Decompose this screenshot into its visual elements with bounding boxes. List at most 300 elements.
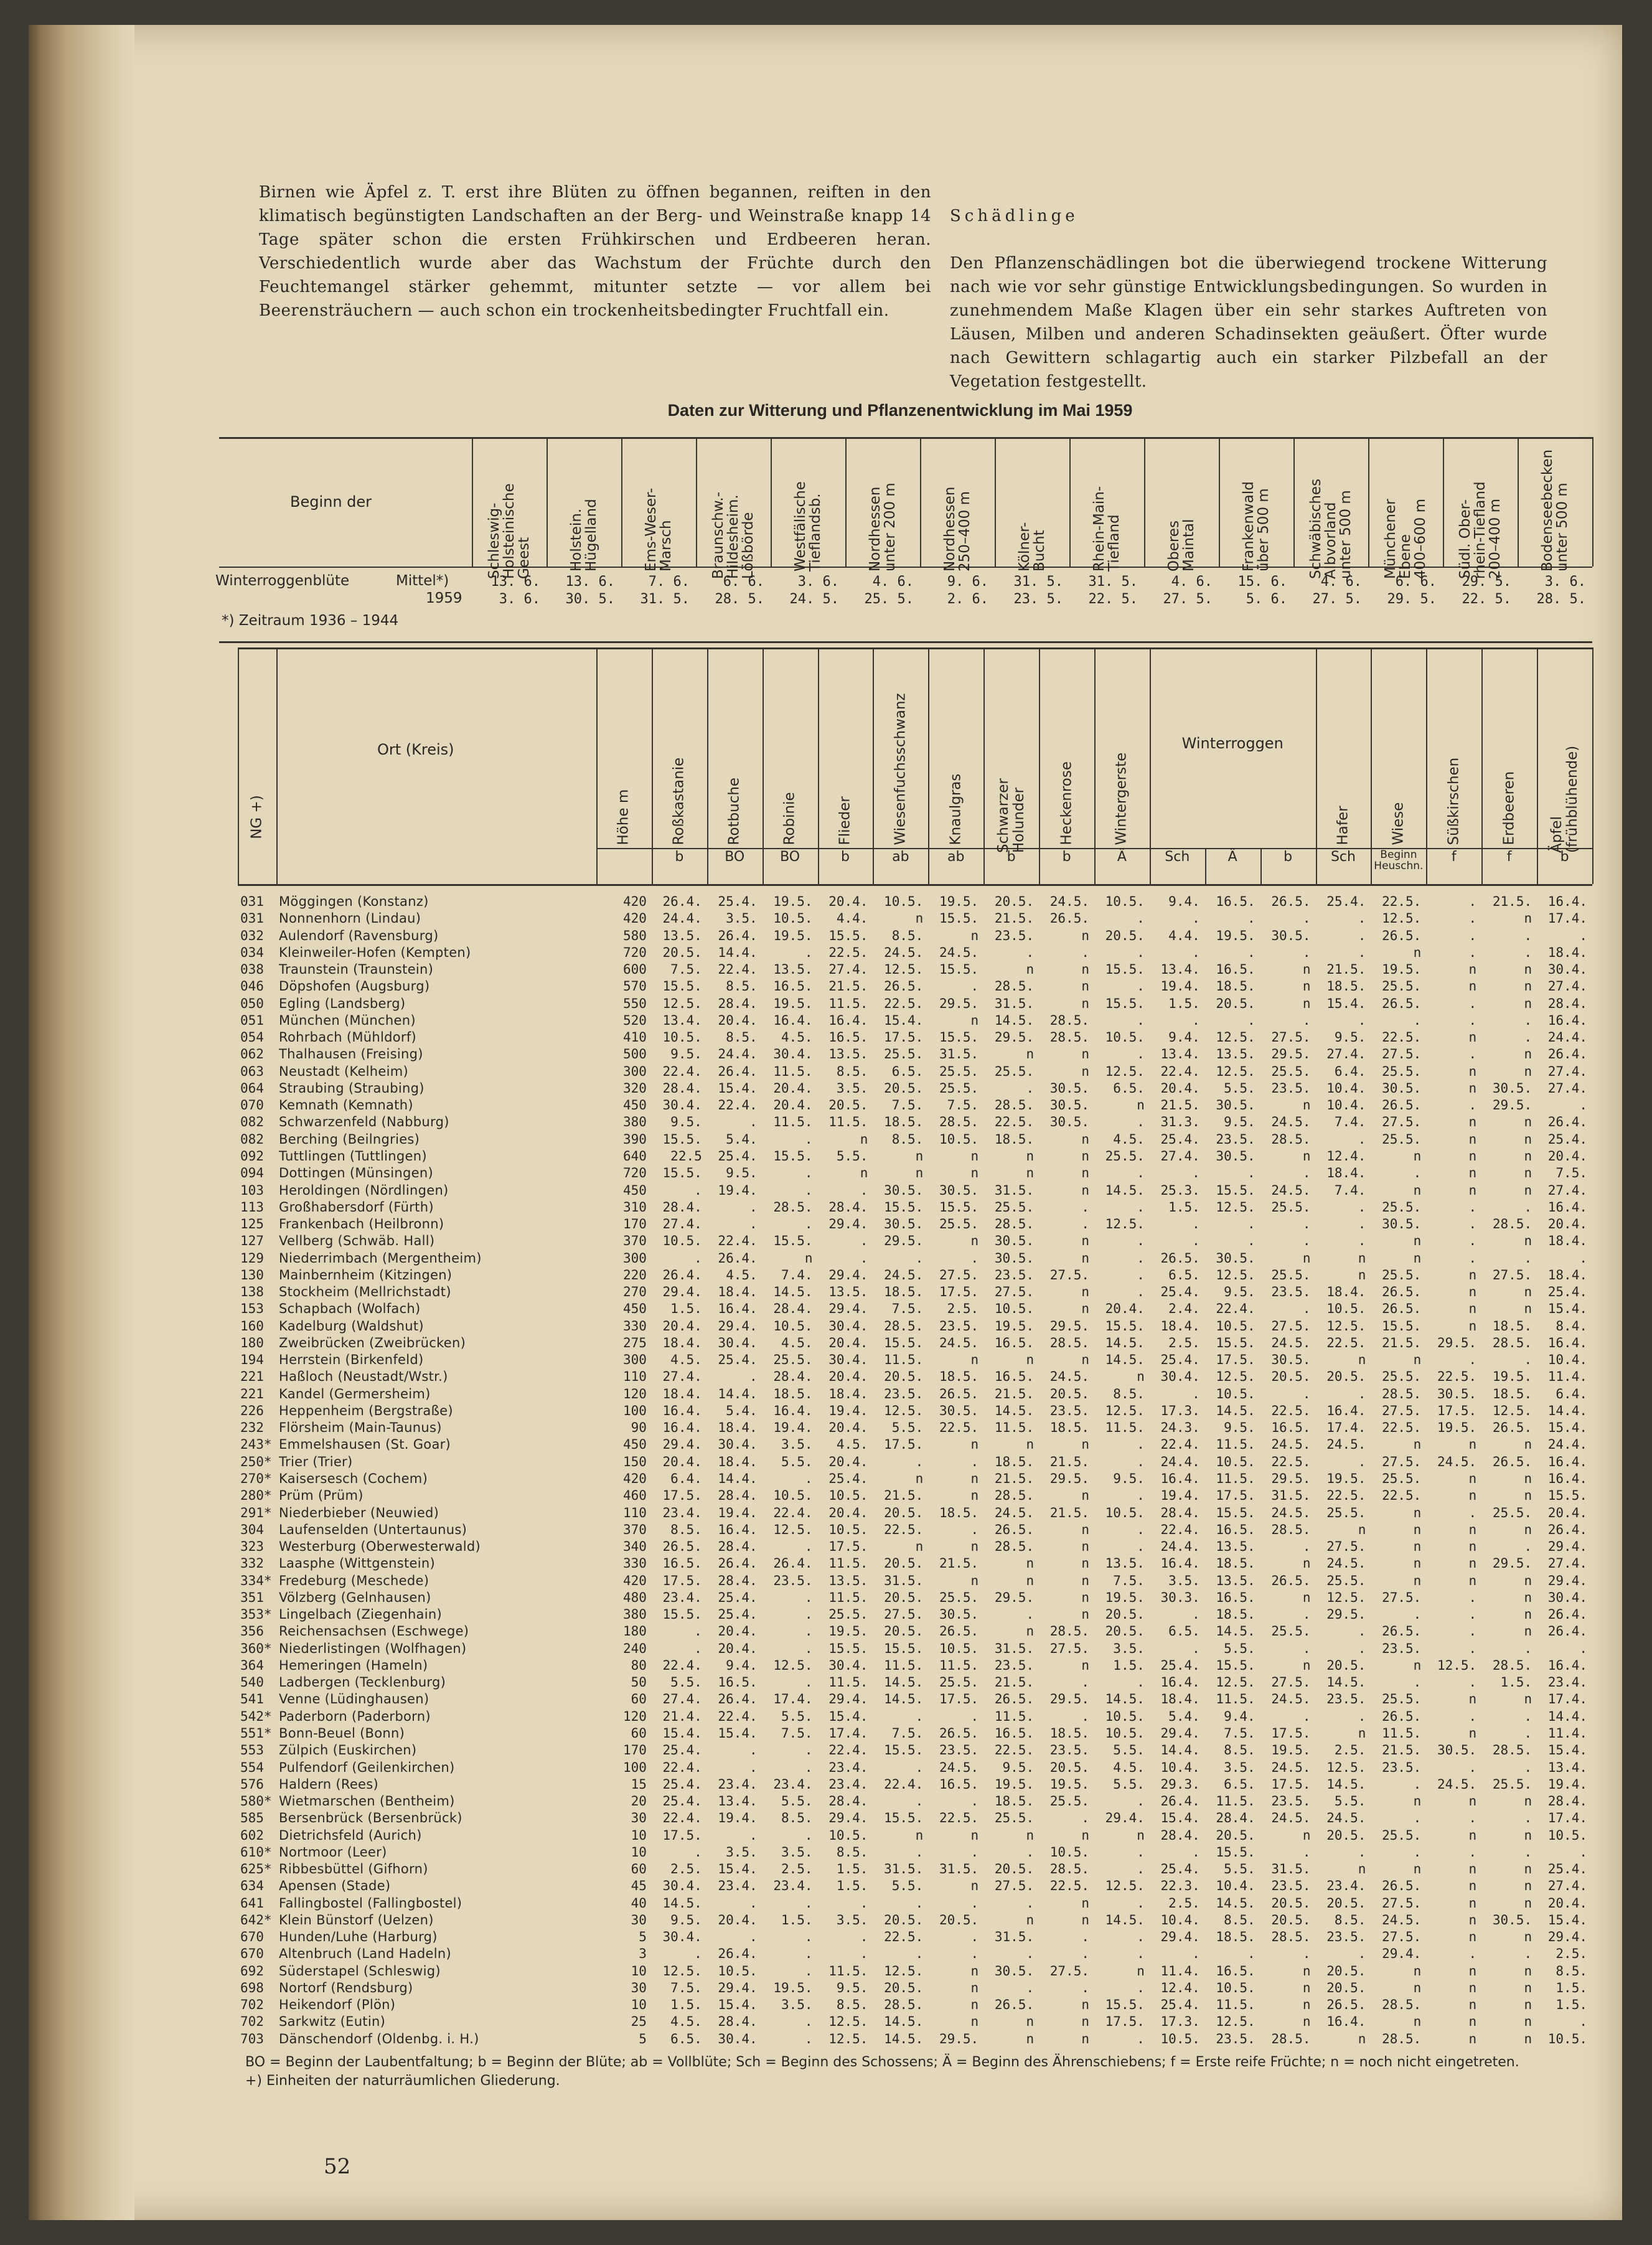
row-value: 15.5.: [939, 911, 979, 926]
row-value: 26.4.: [718, 1556, 758, 1571]
row-value: 28.4.: [662, 1080, 702, 1096]
row-value: 27.4.: [1160, 1148, 1200, 1164]
year-1959-value: 31. 5.: [640, 591, 690, 607]
row-value: n: [1468, 1963, 1477, 1979]
mittel-value: 4. 6.: [1171, 574, 1213, 590]
row-value: 28.5.: [1492, 1335, 1532, 1350]
row-value: n: [1524, 1284, 1532, 1300]
column-rule: [621, 437, 622, 567]
row-code: 602: [240, 1827, 264, 1843]
row-value: 6.5.: [670, 2031, 702, 2046]
row-value: n: [1302, 1098, 1311, 1113]
row-value: 300: [622, 1352, 647, 1368]
row-value: 25.5.: [1271, 1267, 1311, 1283]
row-value: 20.5.: [994, 894, 1035, 909]
row-value: 26.5.: [1492, 1454, 1532, 1469]
year-1959-value: 22. 5.: [1088, 591, 1138, 607]
row-place: Zülpich (Euskirchen): [279, 1743, 417, 1758]
row-value: 27.5.: [884, 1607, 924, 1622]
column-header: Roßkastanie: [670, 757, 687, 845]
row-value: n: [970, 1963, 979, 1979]
row-value: .: [1302, 1386, 1311, 1401]
row-value: n: [970, 1980, 979, 1995]
row-value: 9.5.: [1002, 1759, 1035, 1775]
row-place: München (München): [279, 1012, 416, 1028]
code-label: b: [1560, 849, 1569, 865]
row-value: 29.5.: [1492, 1556, 1532, 1571]
row-value: 6.5.: [1168, 1624, 1200, 1639]
row-value: 25.5.: [773, 1352, 813, 1368]
row-value: 24.4.: [1160, 1539, 1200, 1555]
row-value: .: [1468, 1759, 1477, 1775]
row-value: .: [1137, 1114, 1145, 1130]
row-value: 30: [631, 1980, 647, 1995]
row-value: 390: [622, 1131, 647, 1147]
row-value: n: [1468, 1980, 1477, 1995]
row-value: .: [1468, 1047, 1477, 1062]
row-value: 26.4.: [662, 1267, 702, 1283]
row-value: n: [1524, 1997, 1532, 2013]
row-value: .: [1137, 1454, 1145, 1469]
row-value: 12.5.: [884, 962, 924, 977]
row-value: n: [1468, 1539, 1477, 1555]
row-value: 25.5.: [1382, 1692, 1422, 1707]
column-header: Hafer: [1335, 806, 1351, 845]
row-value: .: [1413, 1810, 1422, 1826]
row-value: 27.5.: [1492, 1267, 1532, 1283]
row-value: 29.4.: [1382, 1946, 1422, 1962]
row-value: 17.4.: [1547, 1810, 1587, 1826]
row-value: 8.5.: [1113, 1386, 1145, 1401]
mittel-value: 31. 5.: [1088, 574, 1138, 590]
pests-paragraph: Den Pflanzenschädlingen bot die überwiegend trockene Witterung nach wie vor sehr günstige Entwicklungsbedingungen. So wurden in zunehmendem Maße Klagen über ein sehr starkes Auftreten von Läusen, Milben und anderen Schadinsekten geäußert. Öfter wurde nach Gewittern schlagartig auch ein starker Pilzbefall an der Vegetation festgestellt.: [950, 254, 1547, 391]
code-label: b: [841, 849, 850, 865]
row-value: 27.4.: [1547, 1556, 1587, 1571]
row-value: 25.5.: [994, 1199, 1035, 1215]
row-value: 24.4.: [1547, 1030, 1587, 1045]
row-value: .: [1081, 1810, 1089, 1826]
row-value: 26.5.: [1271, 1573, 1311, 1588]
row-value: 18.4.: [1547, 944, 1587, 960]
row-value: 20.4.: [718, 1012, 758, 1028]
row-value: .: [970, 979, 979, 994]
row-value: 14.5.: [1105, 1692, 1145, 1707]
row-value: 26.4.: [718, 928, 758, 943]
row-value: 21.4.: [662, 1708, 702, 1724]
row-value: n: [1081, 1284, 1089, 1300]
row-value: n: [1413, 1573, 1422, 1588]
row-value: .: [1468, 1505, 1477, 1520]
row-value: .: [1137, 911, 1145, 926]
column-rule: [1368, 437, 1369, 567]
row-value: 16.4.: [1160, 1471, 1200, 1486]
region-header: Braunschw.- Hildesheim. Lößbörde: [710, 492, 756, 579]
row-value: 23.5.: [939, 1318, 979, 1334]
row-place: Döpshofen (Augsburg): [279, 979, 430, 994]
row-value: 330: [622, 1556, 647, 1571]
row-value: 8.5.: [726, 979, 758, 994]
row-value: 15.5.: [884, 1743, 924, 1758]
row-value: 27.5.: [1326, 1539, 1366, 1555]
row-value: 13.4.: [662, 1012, 702, 1028]
table-rule: [596, 848, 1592, 849]
row-value: 22.4.: [662, 1759, 702, 1775]
row-value: 20.4.: [718, 1912, 758, 1927]
row-value: 27.5.: [994, 1878, 1035, 1894]
row-value: n: [1468, 1912, 1477, 1927]
row-value: .: [804, 1217, 813, 1232]
row-code: 064: [240, 1080, 264, 1096]
column-rule: [696, 437, 697, 567]
row-value: 17.5.: [662, 1827, 702, 1843]
column-header: Äpfel (frühblühende): [1548, 745, 1580, 853]
row-value: n: [1081, 1488, 1089, 1504]
row-value: n: [1468, 1895, 1477, 1911]
row-value: 18.4.: [718, 1420, 758, 1436]
row-value: 8.5.: [781, 1810, 813, 1826]
row-code: 332: [240, 1556, 264, 1571]
row-value: 30.5.: [939, 1182, 979, 1198]
row-value: 31.5.: [994, 1640, 1035, 1656]
row-value: 24.5.: [1049, 1369, 1089, 1385]
year-1959-value: 27. 5.: [1163, 591, 1213, 607]
row-place: Emmelshausen (St. Goar): [279, 1437, 451, 1452]
row-value: n: [1081, 1657, 1089, 1673]
row-value: 110: [622, 1369, 647, 1385]
row-value: n: [1524, 1437, 1532, 1452]
row-value: 28.4.: [773, 1369, 813, 1385]
row-value: 20.4.: [662, 1318, 702, 1334]
row-value: 2.5.: [1168, 1895, 1200, 1911]
row-value: n: [1413, 1233, 1422, 1249]
row-value: 10.5.: [773, 1318, 813, 1334]
book-page: [29, 25, 1622, 2220]
row-value: 29.4.: [828, 1692, 868, 1707]
row-place: Kaisersesch (Cochem): [279, 1471, 428, 1486]
row-value: n: [1413, 944, 1422, 960]
row-value: .: [1468, 1624, 1477, 1639]
row-value: n: [1468, 1080, 1477, 1096]
region-header: Nordhessen unter 200 m: [867, 482, 898, 572]
row-value: 2.5.: [1334, 1743, 1366, 1758]
row-code: 130: [240, 1267, 264, 1283]
row-value: .: [1358, 944, 1366, 960]
row-value: 10.5.: [1105, 1505, 1145, 1520]
row-value: .: [1524, 1810, 1532, 1826]
row-value: n: [1081, 962, 1089, 977]
row-value: n: [1081, 1182, 1089, 1198]
row-value: .: [1468, 1217, 1477, 1232]
row-value: 30.5.: [1216, 1098, 1255, 1113]
row-value: 20.5.: [1326, 1657, 1366, 1673]
row-value: 4.5.: [781, 1335, 813, 1350]
row-value: .: [970, 1929, 979, 1945]
row-value: n: [1026, 1556, 1035, 1571]
region-header: Schleswig- Holsteinische Geest: [486, 483, 532, 579]
row-value: 9.4.: [1224, 1708, 1255, 1724]
row-value: 15.4.: [1160, 1810, 1200, 1826]
row-place: Wietmarschen (Bentheim): [279, 1794, 455, 1809]
row-value: 28.5.: [994, 979, 1035, 994]
row-value: .: [1247, 1012, 1255, 1028]
row-value: .: [749, 1199, 758, 1215]
row-value: .: [970, 1946, 979, 1962]
row-value: 23.4.: [773, 1776, 813, 1792]
row-value: 110: [622, 1505, 647, 1520]
row-value: .: [804, 1607, 813, 1622]
row-value: 25.5.: [1382, 1369, 1422, 1385]
row-value: n: [1413, 1539, 1422, 1555]
row-value: 23.4.: [1326, 1878, 1366, 1894]
row-value: n: [1468, 1997, 1477, 2013]
region-header: Oberes Maintal: [1166, 519, 1197, 572]
row-value: 1.5.: [836, 1878, 868, 1894]
row-code: 221: [240, 1386, 264, 1401]
row-value: 7.4.: [1334, 1182, 1366, 1198]
row-code: 554: [240, 1759, 264, 1775]
row-value: 25.4.: [1547, 1131, 1587, 1147]
row-value: 8.5.: [836, 1844, 868, 1860]
code-label: b: [1007, 849, 1016, 865]
row-value: 29.4.: [1105, 1810, 1145, 1826]
row-value: 11.5.: [1216, 1437, 1255, 1452]
row-value: 18.4.: [1160, 1318, 1200, 1334]
row-value: n: [1026, 1912, 1035, 1927]
row-code: 138: [240, 1284, 264, 1300]
row-value: 27.5.: [1382, 1454, 1422, 1469]
row-value: .: [1358, 1199, 1366, 1215]
row-value: 25.5.: [994, 1810, 1035, 1826]
row-value: 19.5.: [1492, 1369, 1532, 1385]
row-value: .: [1026, 1607, 1035, 1622]
table-rule: [219, 437, 1592, 439]
row-code: 125: [240, 1217, 264, 1232]
row-value: 22.4.: [828, 1743, 868, 1758]
row-value: 27.4.: [1547, 979, 1587, 994]
row-value: 29.4.: [1160, 1725, 1200, 1741]
row-value: 4.5.: [781, 1030, 813, 1045]
row-value: 5.5.: [781, 1708, 813, 1724]
mittel-value: 13. 6.: [490, 574, 540, 590]
row-place: Prüm (Prüm): [279, 1488, 364, 1504]
row-value: 13.5.: [1216, 1539, 1255, 1555]
row-value: 8.4.: [1556, 1318, 1587, 1334]
row-value: 26.4.: [1547, 1624, 1587, 1639]
row-value: 18.5.: [1049, 1725, 1089, 1741]
row-value: 3.5.: [781, 1997, 813, 2013]
row-value: n: [1524, 1114, 1532, 1130]
row-value: n: [1468, 1471, 1477, 1486]
row-place: Ladbergen (Tecklenburg): [279, 1675, 446, 1690]
row-value: 25.4.: [1160, 1284, 1200, 1300]
row-value: .: [1137, 1012, 1145, 1028]
row-value: 24.5.: [1271, 1759, 1311, 1775]
row-value: 18.5.: [884, 1114, 924, 1130]
row-value: n: [970, 1878, 979, 1894]
row-value: n: [1081, 1573, 1089, 1588]
row-value: 16.4.: [1326, 1403, 1366, 1418]
row-value: 17.4.: [1547, 911, 1587, 926]
row-value: .: [1247, 1217, 1255, 1232]
row-value: 21.5.: [884, 1488, 924, 1504]
row-value: n: [1137, 1963, 1145, 1979]
row-value: 25.5.: [1382, 1131, 1422, 1147]
row-place: Hemeringen (Hameln): [279, 1657, 428, 1673]
row-value: 14.5.: [994, 1403, 1035, 1418]
row-value: 17.5.: [828, 1539, 868, 1555]
row-value: 26.5.: [1160, 1250, 1200, 1266]
row-value: 25.5.: [1492, 1505, 1532, 1520]
row-value: 19.4.: [773, 1420, 813, 1436]
row-value: 13.5.: [1216, 1047, 1255, 1062]
row-place: Niederbieber (Neuwied): [279, 1505, 439, 1520]
row-value: 29.5.: [1271, 1471, 1311, 1486]
row-value: 460: [622, 1488, 647, 1504]
row-value: 9.5.: [1224, 1420, 1255, 1436]
row-value: 18.4.: [1326, 1284, 1366, 1300]
row-value: 20.4.: [1160, 1080, 1200, 1096]
row-value: 23.5.: [1049, 1403, 1089, 1418]
row-value: 12.5.: [1216, 1267, 1255, 1283]
region-header: Nordhessen 250–400 m: [942, 486, 973, 572]
row-value: 520: [622, 1012, 647, 1028]
row-value: n: [1302, 1997, 1311, 2013]
column-header: Heckenrose: [1058, 761, 1075, 845]
row-value: 28.5.: [1049, 1012, 1089, 1028]
row-value: n: [1302, 995, 1311, 1011]
region-header: Kölner- Bucht: [1016, 522, 1048, 572]
row-value: 3.5.: [1113, 1640, 1145, 1656]
row-value: 10.5.: [828, 1522, 868, 1537]
row-value: 21.5.: [1049, 1454, 1089, 1469]
column-header: Wiesenfuchsschwanz: [892, 693, 909, 845]
row-value: .: [749, 1827, 758, 1843]
row-value: 22.3.: [1160, 1878, 1200, 1894]
row-value: .: [1026, 1895, 1035, 1911]
mittel-value: 15. 6.: [1237, 574, 1287, 590]
row-value: 300: [622, 1063, 647, 1079]
row-value: .: [1192, 1233, 1200, 1249]
row-value: 14.5.: [1105, 1182, 1145, 1198]
row-value: n: [1081, 1827, 1089, 1843]
row-value: 27.4.: [1547, 1878, 1587, 1894]
row-value: .: [1192, 1640, 1200, 1656]
row-value: 29.5.: [939, 995, 979, 1011]
row-value: 550: [622, 995, 647, 1011]
row-value: 11.5.: [994, 1708, 1035, 1724]
row-value: 22.5.: [1271, 1454, 1311, 1469]
row-value: n: [915, 1471, 924, 1486]
row-value: 25.4.: [718, 894, 758, 909]
row-value: .: [1524, 1250, 1532, 1266]
row-value: .: [1302, 1012, 1311, 1028]
row-value: 11.5.: [994, 1420, 1035, 1436]
row-value: 7.5.: [947, 1098, 979, 1113]
row-value: 25.3.: [1160, 1182, 1200, 1198]
row-value: .: [1137, 1267, 1145, 1283]
row-code: 103: [240, 1182, 264, 1198]
row-value: n: [1081, 1165, 1089, 1181]
row-place: Bersenbrück (Bersenbrück): [279, 1810, 462, 1826]
row-place: Pulfendorf (Geilenkirchen): [279, 1759, 455, 1775]
row-value: 27.4.: [1547, 1063, 1587, 1079]
row-value: 17.5.: [884, 1437, 924, 1452]
row-value: 11.5.: [828, 1114, 868, 1130]
row-value: 21.5.: [1049, 1505, 1089, 1520]
row-value: 18.5.: [884, 1284, 924, 1300]
row-value: 2.4.: [1168, 1301, 1200, 1317]
row-value: 11.5.: [884, 1352, 924, 1368]
row-value: n: [1026, 1624, 1035, 1639]
row-value: 21.5.: [994, 1386, 1035, 1401]
row-value: n: [860, 1131, 868, 1147]
code-label: Ä: [1117, 849, 1127, 865]
row-value: 28.4.: [773, 1301, 813, 1317]
row-value: 22.4.: [718, 1708, 758, 1724]
row-value: .: [1081, 1929, 1089, 1945]
row-value: 13.5.: [828, 1573, 868, 1588]
row-value: 12.5.: [1105, 1878, 1145, 1894]
row-value: 20.5.: [1049, 1759, 1089, 1775]
row-value: 20.4.: [662, 1454, 702, 1469]
row-value: 19.5.: [773, 1980, 813, 1995]
row-value: n: [1524, 979, 1532, 994]
row-value: n: [1468, 1148, 1477, 1164]
row-value: 21.5.: [939, 1556, 979, 1571]
row-value: .: [694, 1640, 702, 1656]
row-value: 27.5.: [1049, 1963, 1089, 1979]
row-value: 14.4.: [718, 1386, 758, 1401]
row-value: n: [860, 1165, 868, 1181]
row-value: .: [1081, 1980, 1089, 1995]
row-value: 10.5.: [1216, 1386, 1255, 1401]
row-value: 28.4.: [828, 1199, 868, 1215]
column-rule: [1144, 437, 1145, 567]
row-value: 28.5.: [884, 1318, 924, 1334]
row-place: Westerburg (Oberwesterwald): [279, 1539, 481, 1555]
row-value: .: [970, 1794, 979, 1809]
row-value: 10.4.: [1160, 1759, 1200, 1775]
row-value: 31.5.: [994, 1182, 1035, 1198]
row-value: 17.5.: [1271, 1725, 1311, 1741]
mittel-label: Mittel*): [396, 573, 449, 589]
row-value: .: [1137, 1165, 1145, 1181]
row-value: 28.4.: [1216, 1810, 1255, 1826]
row-value: 27.5.: [1271, 1318, 1311, 1334]
row-value: 5.5.: [1113, 1776, 1145, 1792]
row-value: 31.5.: [939, 1861, 979, 1877]
row-code: 063: [240, 1063, 264, 1079]
row-value: 24.5.: [994, 1505, 1035, 1520]
row-value: 19.5.: [773, 894, 813, 909]
row-value: n: [1413, 1250, 1422, 1266]
row-value: 27.4.: [1326, 1047, 1366, 1062]
row-value: .: [1192, 1844, 1200, 1860]
row-value: .: [1137, 2031, 1145, 2046]
row-value: 19.4.: [1547, 1776, 1587, 1792]
units-footnote: +) Einheiten der naturräumlichen Gliederung.: [245, 2073, 560, 2089]
row-code: 702: [240, 2014, 264, 2030]
row-value: .: [1468, 1250, 1477, 1266]
row-value: 22.5.: [939, 1420, 979, 1436]
row-value: 13.4.: [718, 1794, 758, 1809]
row-value: .: [1524, 1844, 1532, 1860]
row-value: n: [1524, 2031, 1532, 2046]
row-value: 27.5.: [1271, 1030, 1311, 1045]
row-value: 4.5.: [670, 2014, 702, 2030]
row-value: .: [804, 1640, 813, 1656]
row-code: 046: [240, 979, 264, 994]
